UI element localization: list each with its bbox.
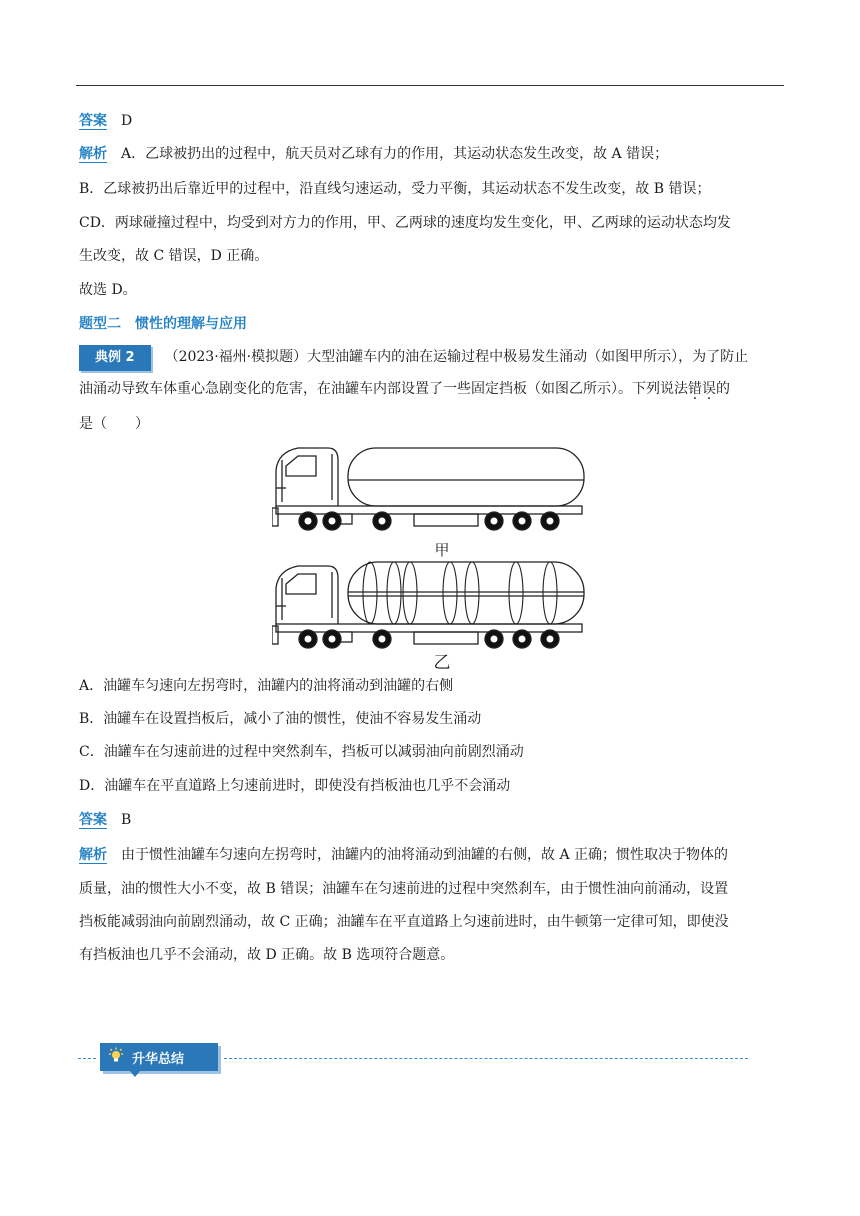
analysis-line-2 <box>79 845 785 865</box>
example2-text-2-end: 的 <box>716 381 730 397</box>
example2-text-2: 油涌动导致车体重心急剧变化的危害，在油罐车内部设置了一些固定挡板（如图乙所示）。下列说法 <box>79 381 688 397</box>
emphasis-char-1: 错 <box>688 381 702 397</box>
summary-badge <box>100 1043 218 1071</box>
figure-label-a: 甲 <box>434 541 450 559</box>
wheels-a <box>299 512 559 530</box>
badge-notch <box>130 1071 140 1077</box>
tanker-truck-a <box>272 448 584 530</box>
example2-text-1: （2023·福州·模拟题）大型油罐车内的油在运输过程中极易发生涌动（如图甲所示），为了防止 <box>164 349 749 365</box>
dashed-rule-right <box>224 1058 748 1059</box>
dashed-rule-left <box>78 1058 96 1059</box>
analysis-label: 解析 <box>79 146 107 162</box>
analysis1-text-4: 生改变，故 C 错误，D 正确。 <box>79 248 269 264</box>
option-b: B．油罐车在设置挡板后，减小了油的惯性，使油不容易发生涌动 <box>79 711 482 727</box>
summary-header <box>78 1043 748 1073</box>
top-rule <box>76 85 784 86</box>
emphasis-char-2: 误 <box>702 381 716 397</box>
tanker-figure <box>272 440 588 672</box>
answer-label: 答案 <box>79 113 107 129</box>
analysis2-text-3: 挡板能减弱油向前剧烈涌动，故 C 正确；油罐车在平直道路上匀速前进时，由牛顿第一定律可知，即使没 <box>79 914 729 930</box>
analysis1-text-1: A．乙球被扔出的过程中，航天员对乙球有力的作用，其运动状态发生改变，故 A 错误； <box>121 146 669 162</box>
tanker-truck-b <box>272 562 584 648</box>
baffles <box>363 562 557 624</box>
example2-line-1 <box>79 345 785 371</box>
tanker-diagram <box>272 440 588 672</box>
analysis2-text-1: 由于惯性油罐车匀速向左拐弯时，油罐内的油将涌动到油罐的右侧，故 A 正确；惯性取决于物体的 <box>121 847 729 863</box>
summary-label: 升华总结 <box>132 1051 185 1067</box>
example-badge: 典例 2 <box>79 345 151 371</box>
answer-line-2 <box>79 810 785 830</box>
example2-line-2 <box>79 379 785 399</box>
example2-text-3: 是（ ） <box>79 416 149 432</box>
option-a: A．油罐车匀速向左拐弯时，油罐内的油将涌动到油罐的右侧 <box>79 678 454 694</box>
wheels-b <box>299 630 559 648</box>
figure-label-b: 乙 <box>433 653 451 672</box>
option-c: C．油罐车在匀速前进的过程中突然刹车，挡板可以减弱油向前剧烈涌动 <box>79 744 524 760</box>
answer-line-1 <box>79 111 785 131</box>
analysis-line <box>79 144 785 164</box>
analysis-label: 解析 <box>79 847 107 863</box>
section-title: 题型二 惯性的理解与应用 <box>79 316 247 332</box>
analysis1-text-2: B．乙球被扔出后靠近甲的过程中，沿直线匀速运动，受力平衡，其运动状态不发生改变，故 B 错误； <box>79 181 711 197</box>
analysis2-text-4: 有挡板油也几乎不会涌动，故 D 正确。故 B 选项符合题意。 <box>79 947 455 963</box>
answer-value: D <box>121 113 133 129</box>
option-d: D．油罐车在平直道路上匀速前进时，即使没有挡板油也几乎不会涌动 <box>79 778 511 794</box>
analysis1-text-5: 故选 D。 <box>79 282 137 298</box>
lightbulb-icon <box>108 1047 124 1067</box>
analysis1-text-3: CD．两球碰撞过程中，均受到对方力的作用，甲、乙两球的速度均发生变化，甲、乙两球的运动状态均发 <box>79 215 731 231</box>
answer-label: 答案 <box>79 812 107 828</box>
analysis2-text-2: 质量，油的惯性大小不变，故 B 错误；油罐车在匀速前进的过程中突然刹车，由于惯性油向前涌动，设置 <box>79 881 729 897</box>
answer-value: B <box>121 812 132 828</box>
